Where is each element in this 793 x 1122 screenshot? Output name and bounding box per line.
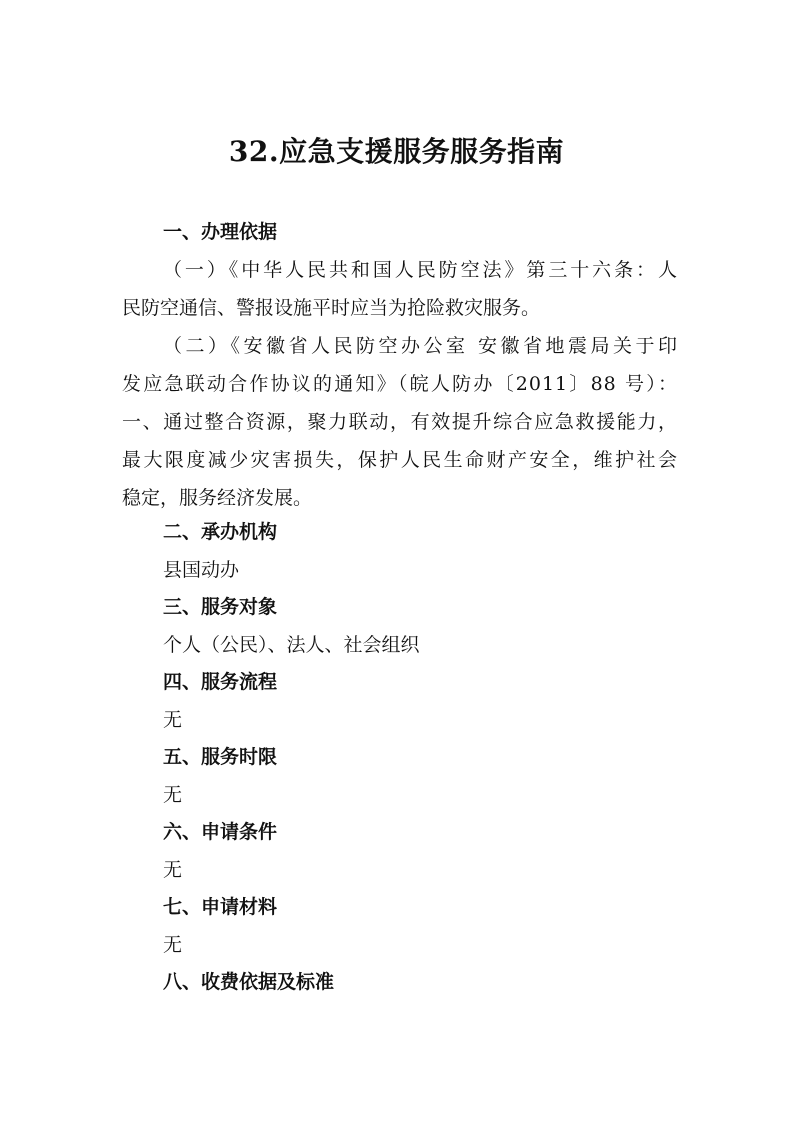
paragraph-line: 民防空通信、警报设施平时应当为抢险救灾服务。 [122, 297, 541, 319]
page-title: 32.应急支援服务服务指南 [228, 135, 565, 168]
section-heading-conditions: 六、申请条件 [163, 821, 278, 843]
section-body-target: 个人（公民）、法人、社会组织 [163, 634, 420, 656]
paragraph-line: 最大限度减少灾害损失，保护人民生命财产安全，维护社会 [122, 449, 678, 471]
section-body-materials: 无 [163, 934, 183, 956]
paragraph-line: 发应急联动合作协议的通知》（皖人防办〔2011〕88 号）： [122, 373, 678, 395]
paragraph-line: （二）《安徽省人民防空办公室 安徽省地震局关于印 [163, 335, 678, 357]
section-heading-materials: 七、申请材料 [163, 896, 278, 918]
section-body-conditions: 无 [163, 859, 183, 881]
section-heading-target: 三、服务对象 [163, 596, 278, 618]
section-body-time-limit: 无 [163, 784, 183, 806]
section-heading-process: 四、服务流程 [163, 671, 278, 693]
paragraph-line: 稳定，服务经济发展。 [122, 487, 313, 509]
section-heading-agency: 二、承办机构 [163, 521, 278, 543]
section-heading-basis: 一、办理依据 [163, 221, 278, 243]
section-heading-time-limit: 五、服务时限 [163, 746, 278, 768]
paragraph-line: 一、通过整合资源，聚力联动，有效提升综合应急救援能力， [122, 411, 678, 433]
section-body-process: 无 [163, 709, 183, 731]
paragraph-line: （一）《中华人民共和国人民防空法》第三十六条：人 [163, 259, 678, 281]
section-heading-fees: 八、收费依据及标准 [163, 971, 335, 993]
section-body-agency: 县国动办 [163, 559, 240, 581]
